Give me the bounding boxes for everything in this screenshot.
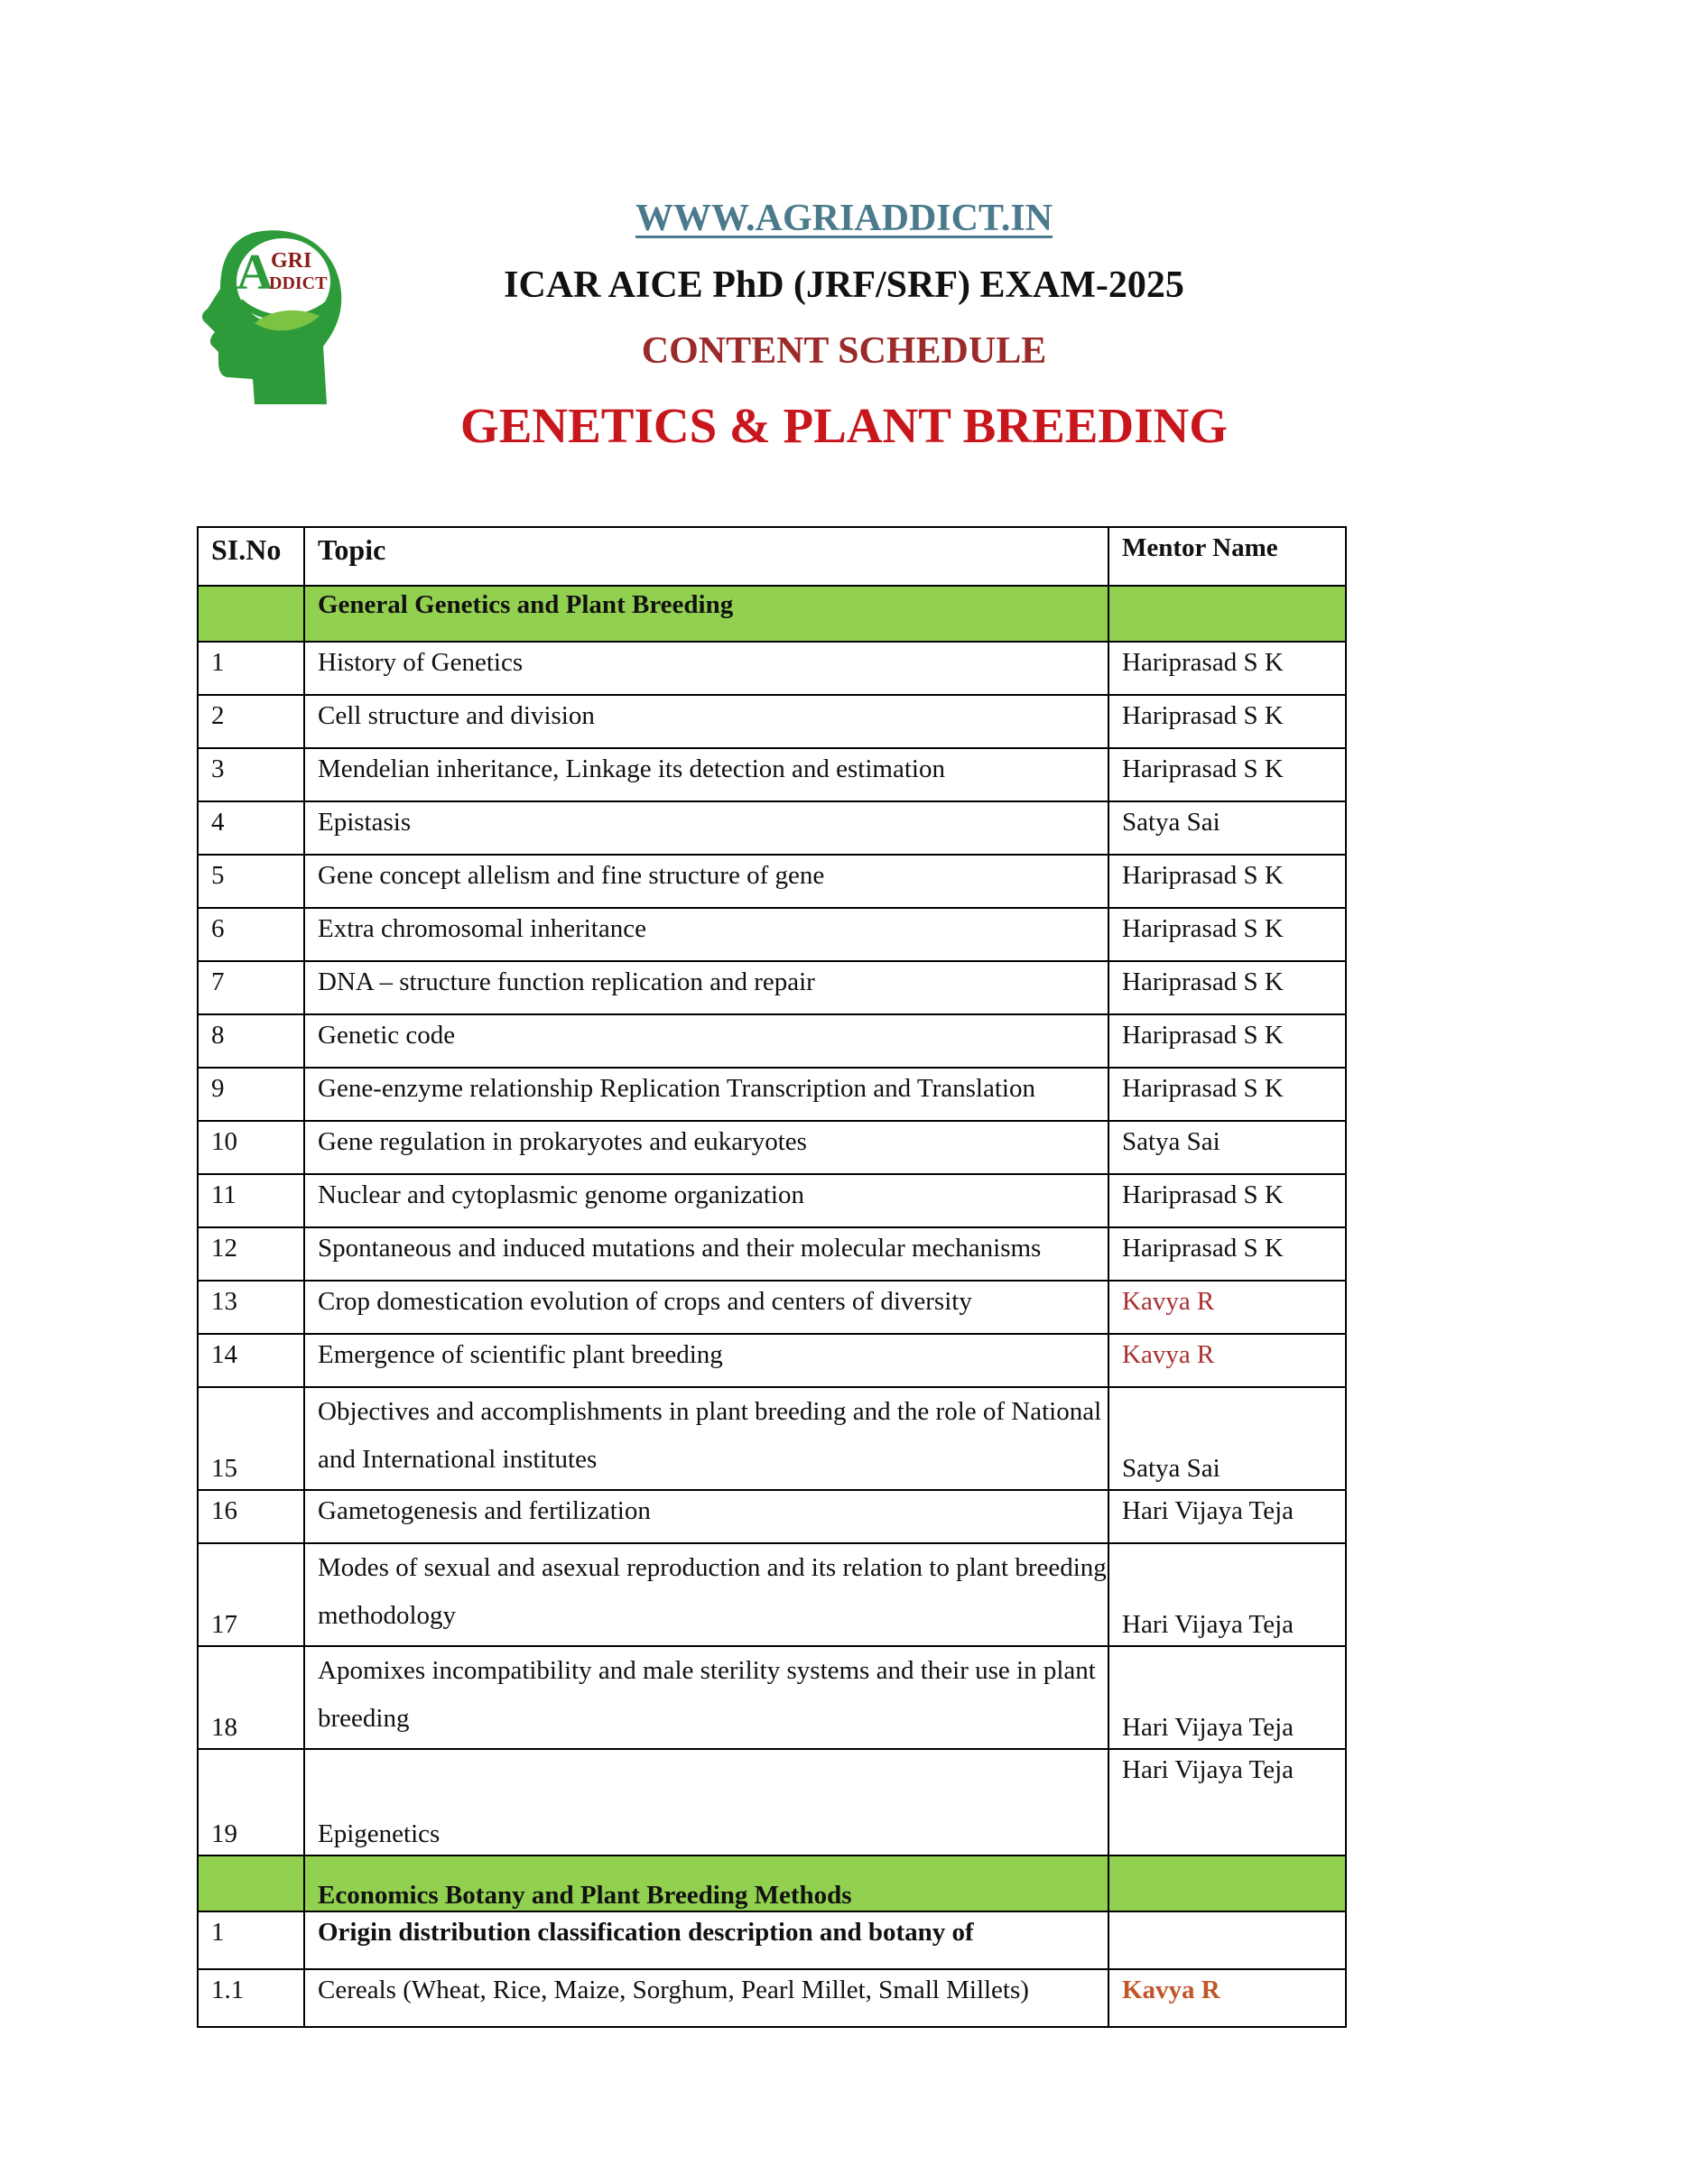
row-topic: Gene regulation in prokaryotes and eukaryotes bbox=[304, 1121, 1108, 1174]
exam-title: ICAR AICE PhD (JRF/SRF) EXAM-2025 bbox=[504, 264, 1184, 306]
row-mentor: Hariprasad S K bbox=[1108, 748, 1346, 801]
table-row bbox=[198, 642, 1346, 695]
table-header-row bbox=[198, 527, 1346, 586]
row-topic: DNA – structure function replication and repair bbox=[304, 961, 1108, 1014]
row-sl: 1 bbox=[198, 1911, 304, 1969]
section-title: Economics Botany and Plant Breeding Methods bbox=[304, 1855, 1108, 1911]
table-row bbox=[198, 855, 1346, 908]
table-row bbox=[198, 695, 1346, 748]
row-sl: 12 bbox=[198, 1227, 304, 1281]
row-topic: Gene concept allelism and fine structure of gene bbox=[304, 855, 1108, 908]
row-mentor: Hari Vijaya Teja bbox=[1108, 1749, 1346, 1855]
row-topic: Emergence of scientific plant breeding bbox=[304, 1334, 1108, 1387]
row-topic: Nuclear and cytoplasmic genome organization bbox=[304, 1174, 1108, 1227]
row-mentor: Kavya R bbox=[1108, 1334, 1346, 1387]
row-sl: 8 bbox=[198, 1014, 304, 1068]
row-mentor: Hariprasad S K bbox=[1108, 642, 1346, 695]
table-row bbox=[198, 1281, 1346, 1334]
row-topic: Epistasis bbox=[304, 801, 1108, 855]
row-topic: Epigenetics bbox=[304, 1749, 1108, 1855]
col-mentor-header: Mentor Name bbox=[1108, 527, 1346, 586]
row-sl: 19 bbox=[198, 1749, 304, 1855]
logo-initial: A bbox=[237, 245, 274, 301]
row-mentor: Satya Sai bbox=[1108, 1387, 1346, 1490]
table-row bbox=[198, 1490, 1346, 1543]
row-mentor: Hariprasad S K bbox=[1108, 855, 1346, 908]
row-topic: Extra chromosomal inheritance bbox=[304, 908, 1108, 961]
row-topic: Cell structure and division bbox=[304, 695, 1108, 748]
row-topic: Gametogenesis and fertilization bbox=[304, 1490, 1108, 1543]
row-mentor: Hari Vijaya Teja bbox=[1108, 1543, 1346, 1646]
row-sl: 13 bbox=[198, 1281, 304, 1334]
row-topic: Apomixes incompatibility and male sterility systems and their use in plant breeding bbox=[304, 1646, 1108, 1749]
row-sl: 2 bbox=[198, 695, 304, 748]
row-sl: 18 bbox=[198, 1646, 304, 1749]
row-mentor: Hariprasad S K bbox=[1108, 1068, 1346, 1121]
row-topic: Genetic code bbox=[304, 1014, 1108, 1068]
col-topic-header: Topic bbox=[304, 527, 1108, 586]
col-sl-header: SI.No bbox=[198, 527, 304, 586]
table-row bbox=[198, 1969, 1346, 2027]
row-mentor: Satya Sai bbox=[1108, 1121, 1346, 1174]
row-sl: 15 bbox=[198, 1387, 304, 1490]
row-mentor: Hariprasad S K bbox=[1108, 1014, 1346, 1068]
row-sl: 11 bbox=[198, 1174, 304, 1227]
row-sl: 4 bbox=[198, 801, 304, 855]
table-row bbox=[198, 1227, 1346, 1281]
row-mentor: Hariprasad S K bbox=[1108, 908, 1346, 961]
row-topic: Spontaneous and induced mutations and their molecular mechanisms bbox=[304, 1227, 1108, 1281]
row-topic: Cereals (Wheat, Rice, Maize, Sorghum, Pearl Millet, Small Millets) bbox=[304, 1969, 1108, 2027]
row-sl: 1.1 bbox=[198, 1969, 304, 2027]
table-row bbox=[198, 748, 1346, 801]
row-sl: 16 bbox=[198, 1490, 304, 1543]
row-sl: 6 bbox=[198, 908, 304, 961]
row-topic: History of Genetics bbox=[304, 642, 1108, 695]
row-mentor bbox=[1108, 1911, 1346, 1969]
table-row bbox=[198, 801, 1346, 855]
row-mentor: Hari Vijaya Teja bbox=[1108, 1646, 1346, 1749]
table-row bbox=[198, 1911, 1346, 1969]
row-sl: 14 bbox=[198, 1334, 304, 1387]
row-sl: 7 bbox=[198, 961, 304, 1014]
row-topic: Origin distribution classification description and botany of bbox=[304, 1911, 1108, 1969]
row-topic: Objectives and accomplishments in plant breeding and the role of National and International institutes bbox=[304, 1387, 1108, 1490]
row-topic: Mendelian inheritance, Linkage its detection and estimation bbox=[304, 748, 1108, 801]
row-mentor: Hari Vijaya Teja bbox=[1108, 1490, 1346, 1543]
logo-line1: GRI bbox=[271, 249, 312, 273]
table-row bbox=[198, 1543, 1346, 1646]
row-sl: 9 bbox=[198, 1068, 304, 1121]
row-mentor: Hariprasad S K bbox=[1108, 961, 1346, 1014]
table-row bbox=[198, 1334, 1346, 1387]
table-row bbox=[198, 1646, 1346, 1749]
row-mentor: Hariprasad S K bbox=[1108, 1174, 1346, 1227]
row-topic: Modes of sexual and asexual reproduction and its relation to plant breeding methodology bbox=[304, 1543, 1108, 1646]
row-sl: 10 bbox=[198, 1121, 304, 1174]
row-sl: 1 bbox=[198, 642, 304, 695]
content-schedule-title: CONTENT SCHEDULE bbox=[641, 330, 1047, 372]
table-row bbox=[198, 1174, 1346, 1227]
table-row bbox=[198, 1749, 1346, 1855]
row-sl: 5 bbox=[198, 855, 304, 908]
row-sl: 3 bbox=[198, 748, 304, 801]
subject-title: GENETICS & PLANT BREEDING bbox=[459, 398, 1229, 453]
row-mentor: Kavya R bbox=[1108, 1281, 1346, 1334]
row-topic: Gene-enzyme relationship Replication Transcription and Translation bbox=[304, 1068, 1108, 1121]
section-title: General Genetics and Plant Breeding bbox=[304, 586, 1108, 642]
row-mentor: Satya Sai bbox=[1108, 801, 1346, 855]
logo-line2: DDICT bbox=[269, 273, 328, 293]
section-row-general bbox=[198, 586, 1346, 642]
row-sl: 17 bbox=[198, 1543, 304, 1646]
table-row bbox=[198, 1014, 1346, 1068]
row-mentor: Kavya R bbox=[1108, 1969, 1346, 2027]
section-row-economics bbox=[198, 1855, 1346, 1911]
website-link[interactable]: WWW.AGRIADDICT.IN bbox=[635, 198, 1053, 239]
table-row bbox=[198, 1121, 1346, 1174]
table-row bbox=[198, 961, 1346, 1014]
table-row bbox=[198, 1068, 1346, 1121]
row-topic: Crop domestication evolution of crops and centers of diversity bbox=[304, 1281, 1108, 1334]
row-mentor: Hariprasad S K bbox=[1108, 695, 1346, 748]
schedule-table bbox=[197, 526, 1347, 2028]
row-mentor: Hariprasad S K bbox=[1108, 1227, 1346, 1281]
agriaddict-logo bbox=[200, 226, 345, 404]
table-row bbox=[198, 908, 1346, 961]
table-row bbox=[198, 1387, 1346, 1490]
